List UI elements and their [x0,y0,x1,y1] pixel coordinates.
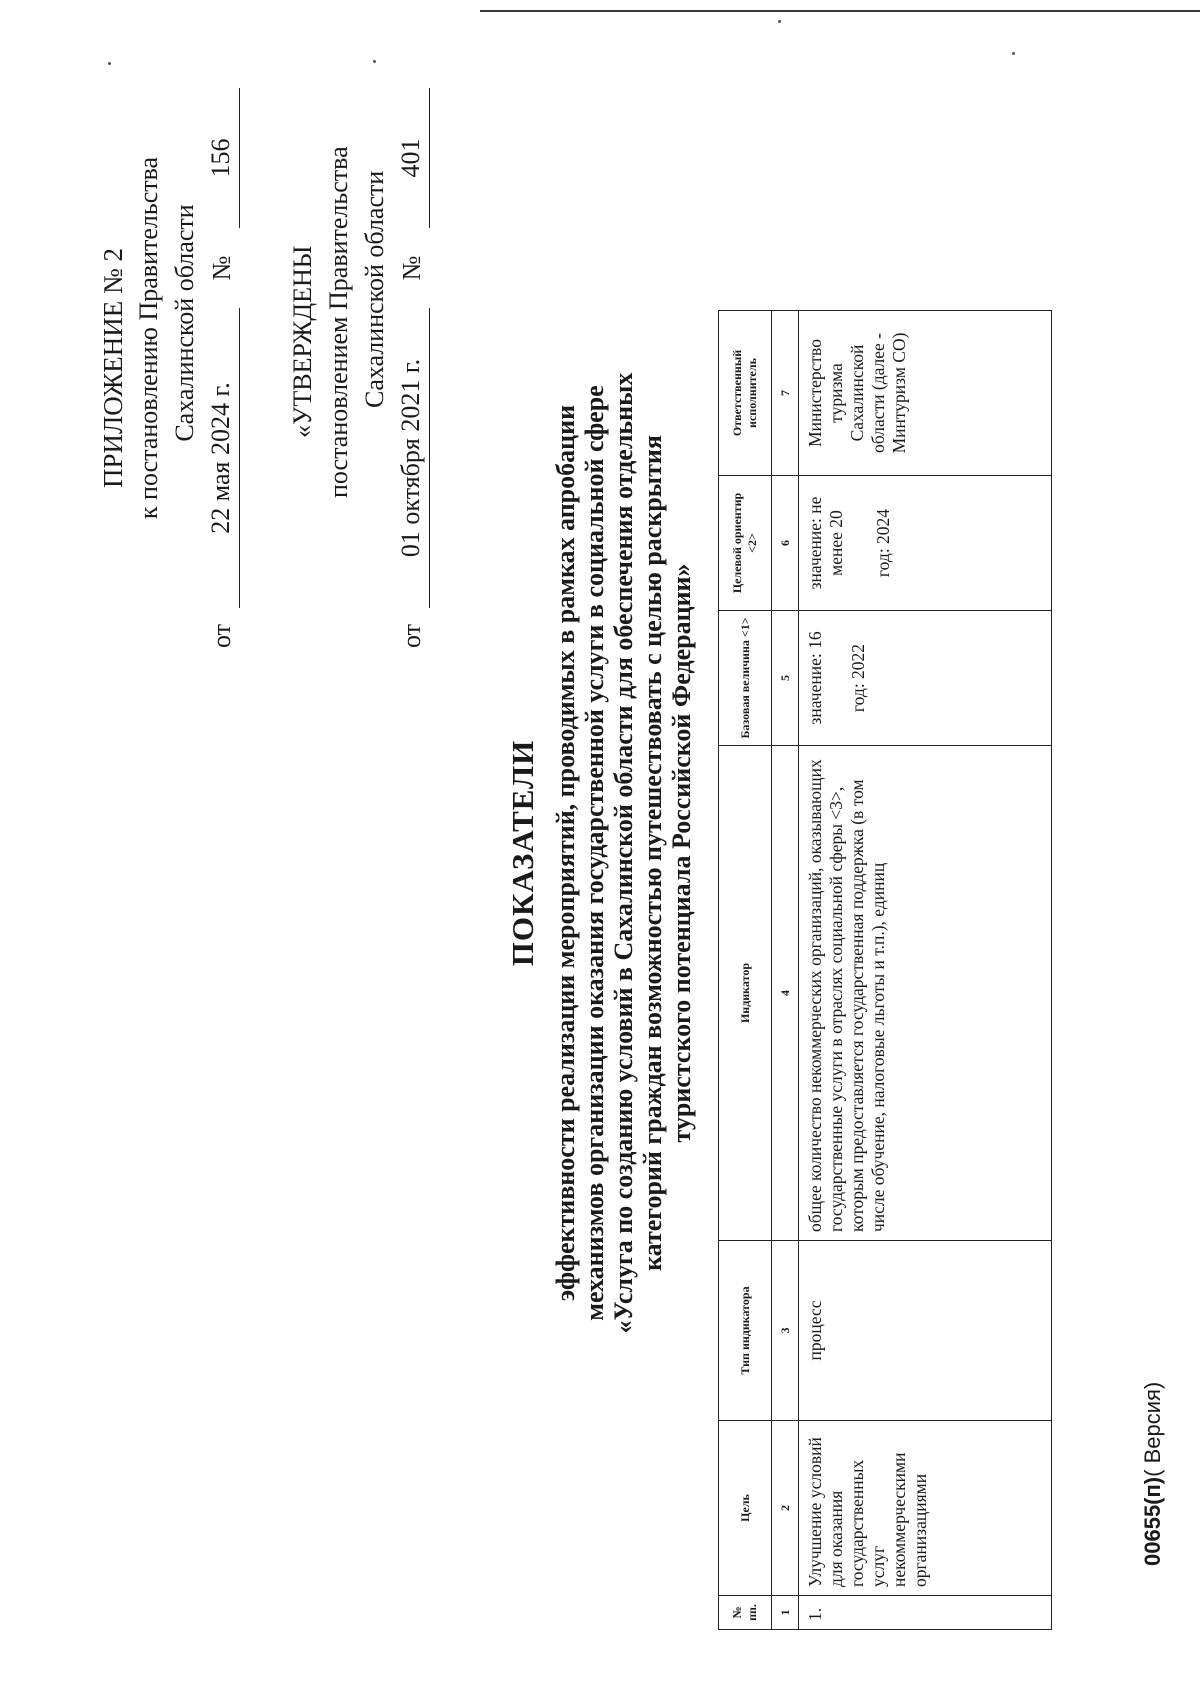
approved-date-row [393,88,430,648]
target-value: значение: не менее 20 [805,496,846,590]
appendix-date-row [203,88,240,648]
goal-cell: Улучшение условий для оказания государственных услуг некоммерческими организациями [799,1421,1052,1596]
approved-from-label: от [397,623,426,648]
approved-block [285,88,430,648]
document-version: ( Версия) [1140,1381,1165,1477]
column-number: 4 [772,746,799,1241]
approved-line1: постановлением Правительства [324,146,353,498]
column-number: 3 [772,1241,799,1421]
header-cell: Индикатор [719,746,772,1241]
column-number: 5 [772,611,799,746]
header-cell: Целевой ориентир <2> [719,476,772,611]
appendix-block [95,88,240,648]
column-number: 6 [772,476,799,611]
table-row [799,311,1052,1630]
appendix-from-label: от [207,623,236,648]
target-year: год: 2024 [873,508,893,578]
heading-title: ПОКАЗАТЕЛИ [505,739,540,967]
appendix-date: 22 мая 2024 г. [203,308,240,608]
approved-number: 401 [393,88,430,228]
header-cell: № пп. [719,1596,772,1630]
indicator-type-cell: процесс [799,1241,1052,1421]
base-year: год: 2022 [848,643,868,713]
heading-line: «Услуга по созданию условий в Сахалинской области для обеспечения отдельных [609,372,638,1334]
appendix-line1: к постановлению Правительства [134,156,163,520]
footer-code [1140,1382,1166,1566]
appendix-title: ПРИЛОЖЕНИЕ № 2 [98,247,128,489]
approved-date: 01 октября 2021 г. [393,308,430,608]
appendix-number: 156 [203,88,240,228]
indicator-cell: общее количество некоммерческих организаций, оказывающих государственные услуги в отраслях социальной сферы <3>, которым предоставляется государственная поддержка (в том числе обучение, налоговые льготы и т.п.), единиц [799,746,1052,1241]
heading-line: механизмов организации оказания государственной услуги в социальной сфере [580,385,609,1321]
table-header-row [719,311,772,1630]
column-number: 2 [772,1421,799,1596]
header-cell: Базовая величина <1> [719,611,772,746]
heading-line: эффективности реализации мероприятий, проводимых в рамках апробации [551,404,580,1302]
approved-line2: Сахалинской области [360,170,389,408]
row-number: 1. [799,1596,1052,1630]
appendix-number-label: № [207,255,236,281]
heading-line: категорий граждан возможностью путешествовать с целью раскрытия [638,435,667,1271]
header-cell: Тип индикатора [719,1241,772,1421]
header-cell: Цель [719,1421,772,1596]
base-value: значение: 16 [805,631,825,725]
column-number-row [772,311,799,1630]
column-number: 7 [772,311,799,476]
responsible-cell: Министерство туризма Сахалинской области (далее - Минтуризм СО) [799,311,1052,476]
approved-number-label: № [397,255,426,281]
base-value-cell [799,611,1052,746]
document-heading [505,128,696,1578]
approved-title: «УТВЕРЖДЕНЫ [288,245,317,438]
column-number: 1 [772,1596,799,1630]
header-cell: Ответственный исполнитель [719,311,772,476]
target-value-cell [799,476,1052,611]
indicators-table [718,310,1052,1630]
heading-line: туристского потенциала Российской Федерации» [667,563,696,1143]
appendix-line2: Сахалинской области [170,204,199,442]
document-code: 00655(п) [1140,1476,1165,1566]
